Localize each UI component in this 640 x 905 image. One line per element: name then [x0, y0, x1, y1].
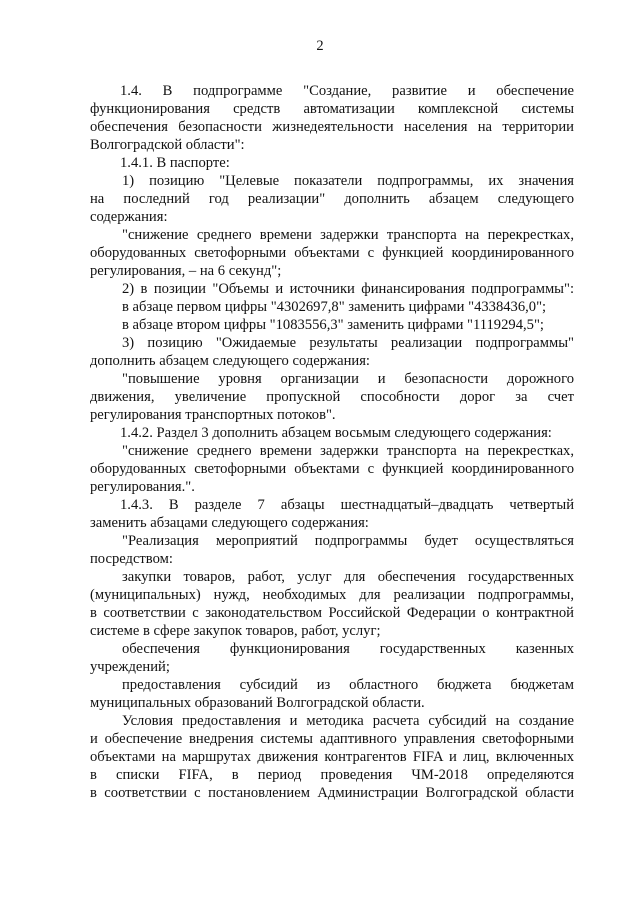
text-line: движения, увеличение пропускной способности дорог за счет [90, 389, 574, 405]
text-line: закупки товаров, работ, услуг для обеспечения государственных [122, 569, 574, 585]
text-line: 1.4. В подпрограмме "Создание, развитие и обеспечение [120, 83, 574, 99]
text-line: "снижение среднего времени задержки транспорта на перекрестках, [122, 227, 574, 243]
text-line: 2) в позиции "Объемы и источники финансирования подпрограммы": [122, 281, 574, 297]
text-line: обеспечения функционирования государственных казенных [122, 641, 574, 657]
text-line: в абзаце первом цифры "4302697,8" заменить цифрами "4338436,0"; [122, 299, 547, 315]
text-line: 1) позицию "Целевые показатели подпрограммы, их значения [122, 173, 574, 189]
text-line: в абзаце втором цифры "1083556,3" заменить цифрами "1119294,5"; [122, 317, 544, 333]
text-line: "снижение среднего времени задержки транспорта на перекрестках, [122, 443, 574, 459]
text-line: в списки FIFA, в период проведения ЧМ-2018 определяются [90, 767, 574, 783]
text-line: 1.4.1. В паспорте: [120, 155, 230, 171]
text-line: объектами на маршрутах движения контрагентов FIFA и лиц, включенных [90, 749, 574, 765]
text-line: Волгоградской области": [90, 137, 245, 153]
text-line: 1.4.3. В разделе 7 абзацы шестнадцатый–двадцать четвертый [120, 497, 574, 513]
text-line: в соответствии с законодательством Российской Федерации о контрактной [90, 605, 574, 621]
text-line: заменить абзацами следующего содержания: [90, 515, 369, 531]
text-line: Условия предоставления и методика расчета субсидий на создание [122, 713, 574, 729]
text-line: "повышение уровня организации и безопасности дорожного [122, 371, 574, 387]
text-line: и обеспечение внедрения системы адаптивного управления светофорными [90, 731, 574, 747]
text-line: системе в сфере закупок товаров, работ, услуг; [90, 623, 381, 639]
text-line: посредством: [90, 551, 173, 567]
text-line: функционирования средств автоматизации комплексной системы [90, 101, 574, 117]
text-line: оборудованных светофорными объектами с функцией координированного [90, 245, 574, 261]
text-line: дополнить абзацем следующего содержания: [90, 353, 370, 369]
text-line: оборудованных светофорными объектами с функцией координированного [90, 461, 574, 477]
text-line: обеспечения безопасности жизнедеятельности населения на территории [90, 119, 574, 135]
text-line: 3) позицию "Ожидаемые результаты реализации подпрограммы" [122, 335, 574, 351]
text-line: "Реализация мероприятий подпрограммы будет осуществляться [122, 533, 574, 549]
text-line: регулирования транспортных потоков". [90, 407, 336, 423]
text-line: предоставления субсидий из областного бюджета бюджетам [122, 677, 574, 693]
text-line: учреждений; [90, 659, 170, 675]
text-line: 1.4.2. Раздел 3 дополнить абзацем восьмым следующего содержания: [120, 425, 552, 441]
page-number: 2 [316, 38, 324, 54]
text-line: (муниципальных) нужд, необходимых для реализации подпрограммы, [90, 587, 574, 603]
text-line: содержания: [90, 209, 168, 225]
text-line: регулирования.". [90, 479, 195, 495]
text-line: муниципальных образований Волгоградской области. [90, 695, 425, 711]
text-line: на последний год реализации" дополнить абзацем следующего [90, 191, 574, 207]
text-line: регулирования, – на 6 секунд"; [90, 263, 282, 279]
text-line: в соответствии с постановлением Администрации Волгоградской области [90, 785, 574, 801]
